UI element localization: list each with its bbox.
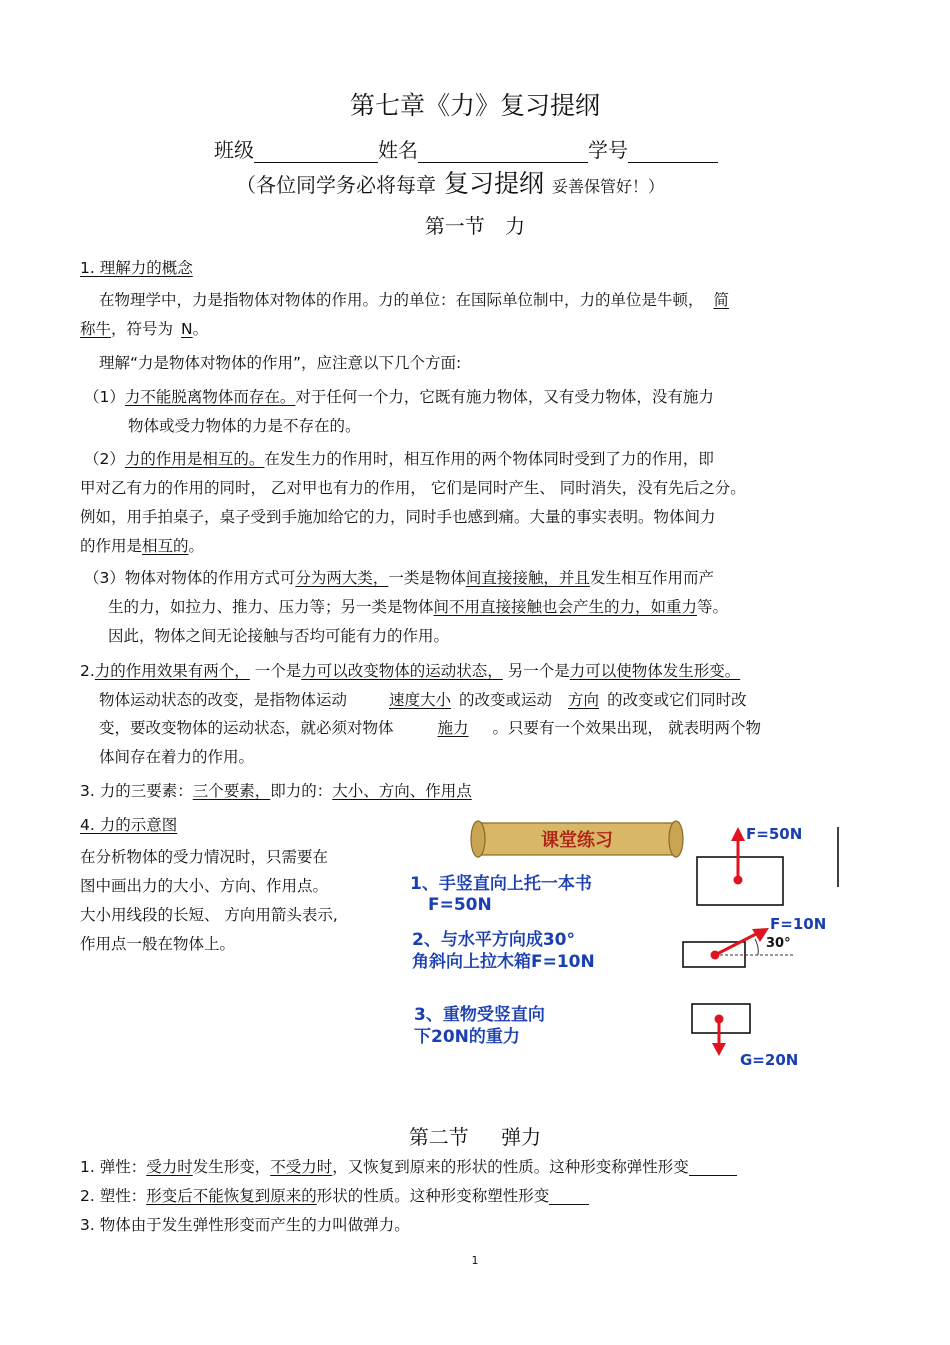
p1-line1: 在物理学中，力是指物体对物体的作用。力的单位：在国际单位制中，力的单位是牛顿， 简 [99, 293, 739, 309]
aspect-3-line1: （3）物体对物体的作用方式可分为两大类，一类是物体间直接接触，并且发生相互作用而产 [84, 569, 714, 587]
p2-line3: 变，要改变物体的运动状态，就必须对物体 施力 。只要有一个效果出现， 就表明两个物 [99, 719, 761, 737]
p4-line1: 在分析物体的受力情况时，只需要在 [80, 848, 329, 866]
p4-line2: 图中画出力的大小、方向、作用点。 [80, 877, 329, 895]
class-blank[interactable] [254, 144, 378, 163]
p4-line4: 作用点一般在物体上。 [80, 935, 236, 953]
id-blank[interactable] [628, 144, 718, 163]
name-blank[interactable] [418, 144, 588, 163]
up-arrow-icon [731, 827, 745, 841]
aspect-2-line1: （2）力的作用是相互的。在发生力的作用时，相互作用的两个物体同时受到了力的作用，即 [84, 450, 714, 468]
down-arrow-icon [712, 1043, 726, 1056]
p1-line3: 理解“力是物体对物体的作用”，应注意以下几个方面: [99, 354, 462, 372]
label-f10: F=10N [770, 915, 827, 933]
q1-line1: 1、手竖直向上托一本书 [410, 874, 592, 894]
p4-line3: 大小用线段的长短、 方向用箭头表示, [80, 906, 338, 924]
angle-label: 30° [766, 936, 791, 951]
aspect-1-line2: 物体或受力物体的力是不存在的。 [128, 417, 361, 435]
label-f50: F=50N [746, 825, 803, 843]
banner-scroll [471, 821, 683, 857]
section-2-title: 第二节 弹力 [408, 1125, 542, 1149]
p4-heading: 4. 力的示意图 [80, 816, 178, 834]
s2-blank-2 [549, 1190, 589, 1205]
id-label: 学号 [588, 138, 628, 162]
class-label: 班级 [214, 138, 254, 162]
q2-line2: 角斜向上拉木箱F=10N [412, 952, 595, 972]
q3-line1: 3、重物受竖直向 [414, 1005, 545, 1025]
aspect-2-line2: 甲对乙有力的作用的同时， 乙对甲也有力的作用， 它们是同时产生、 同时消失，没有先后之分。 [80, 479, 746, 497]
banner-text: 课堂练习 [541, 830, 613, 851]
diagram-2 [683, 915, 826, 967]
force-diagram-figure [400, 815, 850, 1075]
label-g20: G=20N [740, 1051, 799, 1069]
note-emphasis: 复习提纲 [444, 169, 545, 198]
keep-note [236, 164, 664, 200]
diagram-1 [697, 825, 838, 905]
blank-short-name: 简 [713, 291, 730, 309]
aspect-2-line3: 例如，用手拍桌子，桌子受到手施加给它的力，同时手也感到痛。大量的事实表明。物体间力 [80, 508, 716, 526]
p3-line: 3. 力的三要素：三个要素，即力的：大小、方向、作用点 [80, 782, 472, 800]
q1-line2: F=50N [428, 895, 492, 915]
aspect-2-line4: 的作用是相互的。 [80, 537, 205, 555]
p1-line2: 称牛，符号为 N。 [80, 320, 209, 338]
s2-blank-1 [689, 1161, 737, 1176]
name-label: 姓名 [378, 138, 418, 162]
s2-line3: 3. 物体由于发生弹性形变而产生的力叫做弹力。 [80, 1216, 410, 1234]
page-number: 1 [471, 1254, 479, 1267]
p2-line4: 体间存在着力的作用。 [99, 748, 255, 766]
aspect-3-line2: 生的力，如拉力、推力、压力等；另一类是物体间不用直接接触也会产生的力，如重力等。 [108, 598, 729, 616]
q2-line1: 2、与水平方向成30° [412, 930, 575, 950]
q3-line2: 下20N的重力 [414, 1027, 520, 1047]
student-info-line [214, 134, 718, 163]
p1-heading: 1. 理解力的概念 [80, 259, 193, 277]
note-close: 妥善保管好！） [552, 177, 665, 196]
p2-line1: 2.力的作用效果有两个， 一个是力可以改变物体的运动状态， 另一个是力可以使物体发生形变。 [80, 662, 741, 680]
aspect-3-line3: 因此，物体之间无论接触与否均可能有力的作用。 [108, 627, 450, 645]
s2-line1: 1. 弹性：受力时发生形变，不受力时，又恢复到原来的形状的性质。这种形变称弹性形变 [80, 1160, 737, 1176]
s2-line2: 2. 塑性：形变后不能恢复到原来的形状的性质。这种形变称塑性形变 [80, 1189, 589, 1205]
diagram-3 [692, 1004, 798, 1069]
section-1-title: 第一节 力 [424, 214, 526, 238]
aspect-1-line1: （1）力不能脱离物体而存在。对于任何一个力，它既有施力物体，又有受力物体，没有施力 [84, 388, 714, 406]
note-open: （各位同学务必将每章 [236, 173, 436, 197]
p2-line2: 物体运动状态的改变，是指物体运动 速度大小 的改变或运动 方向 的改变或它们同时改 [99, 691, 747, 709]
page-title: 第七章《力》复习提纲 [349, 91, 600, 120]
